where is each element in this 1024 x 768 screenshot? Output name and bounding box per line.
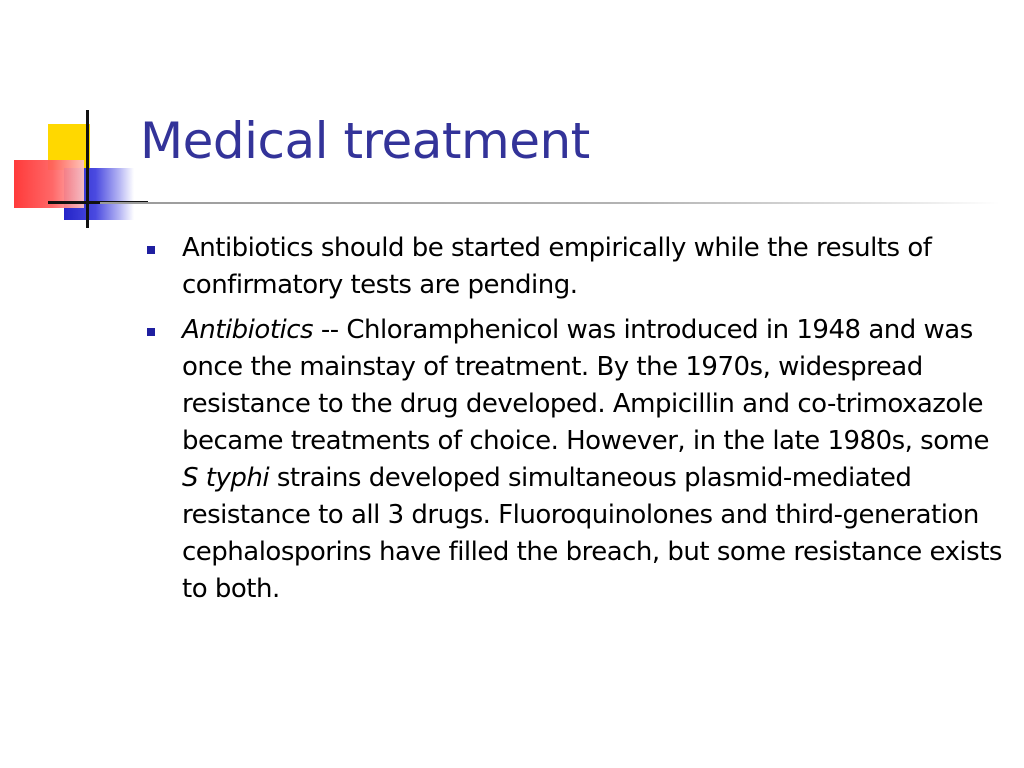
slide-title: Medical treatment: [140, 112, 590, 170]
bullet-square-icon: [147, 328, 155, 336]
decorative-logo: [0, 0, 150, 240]
bullet-text-italic: Antibiotics: [182, 315, 314, 345]
bullet-text: [182, 312, 1010, 608]
bullet-text-part: -- Chloramphenicol was introduced in 1948 and was once the mainstay of treatment. By the 1970s, widespread resistance to the drug developed. Ampicillin and co-trimoxazole became treatments of choice. However, in the late 1980s, some: [182, 315, 989, 456]
bullet-item: [140, 312, 1010, 608]
bullet-item: [140, 230, 1010, 304]
vertical-line: [86, 110, 89, 228]
bullet-square-icon: [147, 246, 155, 254]
bullet-text-part: strains developed simultaneous plasmid-mediated resistance to all 3 drugs. Fluoroquinolones and third-generation cephalosporins have filled the breach, but some resistance exists to both.: [182, 463, 1002, 604]
bullet-text: [182, 230, 1010, 304]
bullet-text-part: Antibiotics should be started empirically while the results of confirmatory tests are pending.: [182, 233, 932, 300]
bullet-list: [140, 230, 1010, 616]
title-divider: [100, 202, 1000, 204]
bullet-text-italic: S typhi: [182, 463, 270, 493]
